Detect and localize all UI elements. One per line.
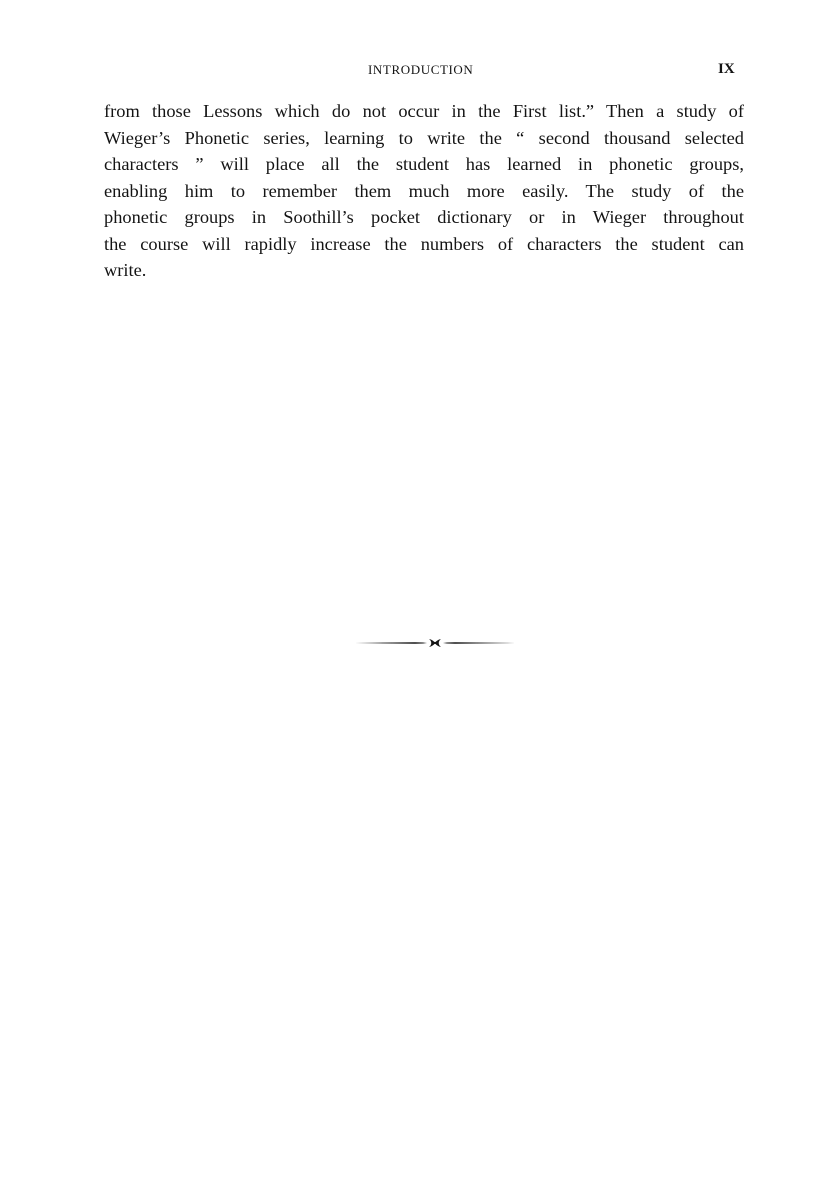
- body-paragraph: [104, 98, 744, 284]
- running-head: [0, 62, 840, 82]
- text-line: enabling him to remember them much more easily. The study of the: [104, 180, 744, 201]
- text-line: phonetic groups in Soothill’s pocket dictionary or in Wieger throughout: [104, 207, 744, 227]
- text-line: the course will rapidly increase the numbers of characters the student can: [104, 233, 744, 254]
- text-line: Wieger’s Phonetic series, learning to write the “ second thousand selected: [104, 127, 744, 148]
- text-line: write.: [104, 260, 147, 280]
- text-line: characters ” will place all the student has learned in phonetic groups,: [104, 154, 744, 174]
- running-title: INTRODUCTION: [368, 62, 474, 77]
- tailpiece-ornament-icon: [355, 636, 515, 650]
- page-number: IX: [718, 61, 735, 77]
- text-line: from those Lessons which do not occur in the First list.” Then a study of: [104, 101, 744, 121]
